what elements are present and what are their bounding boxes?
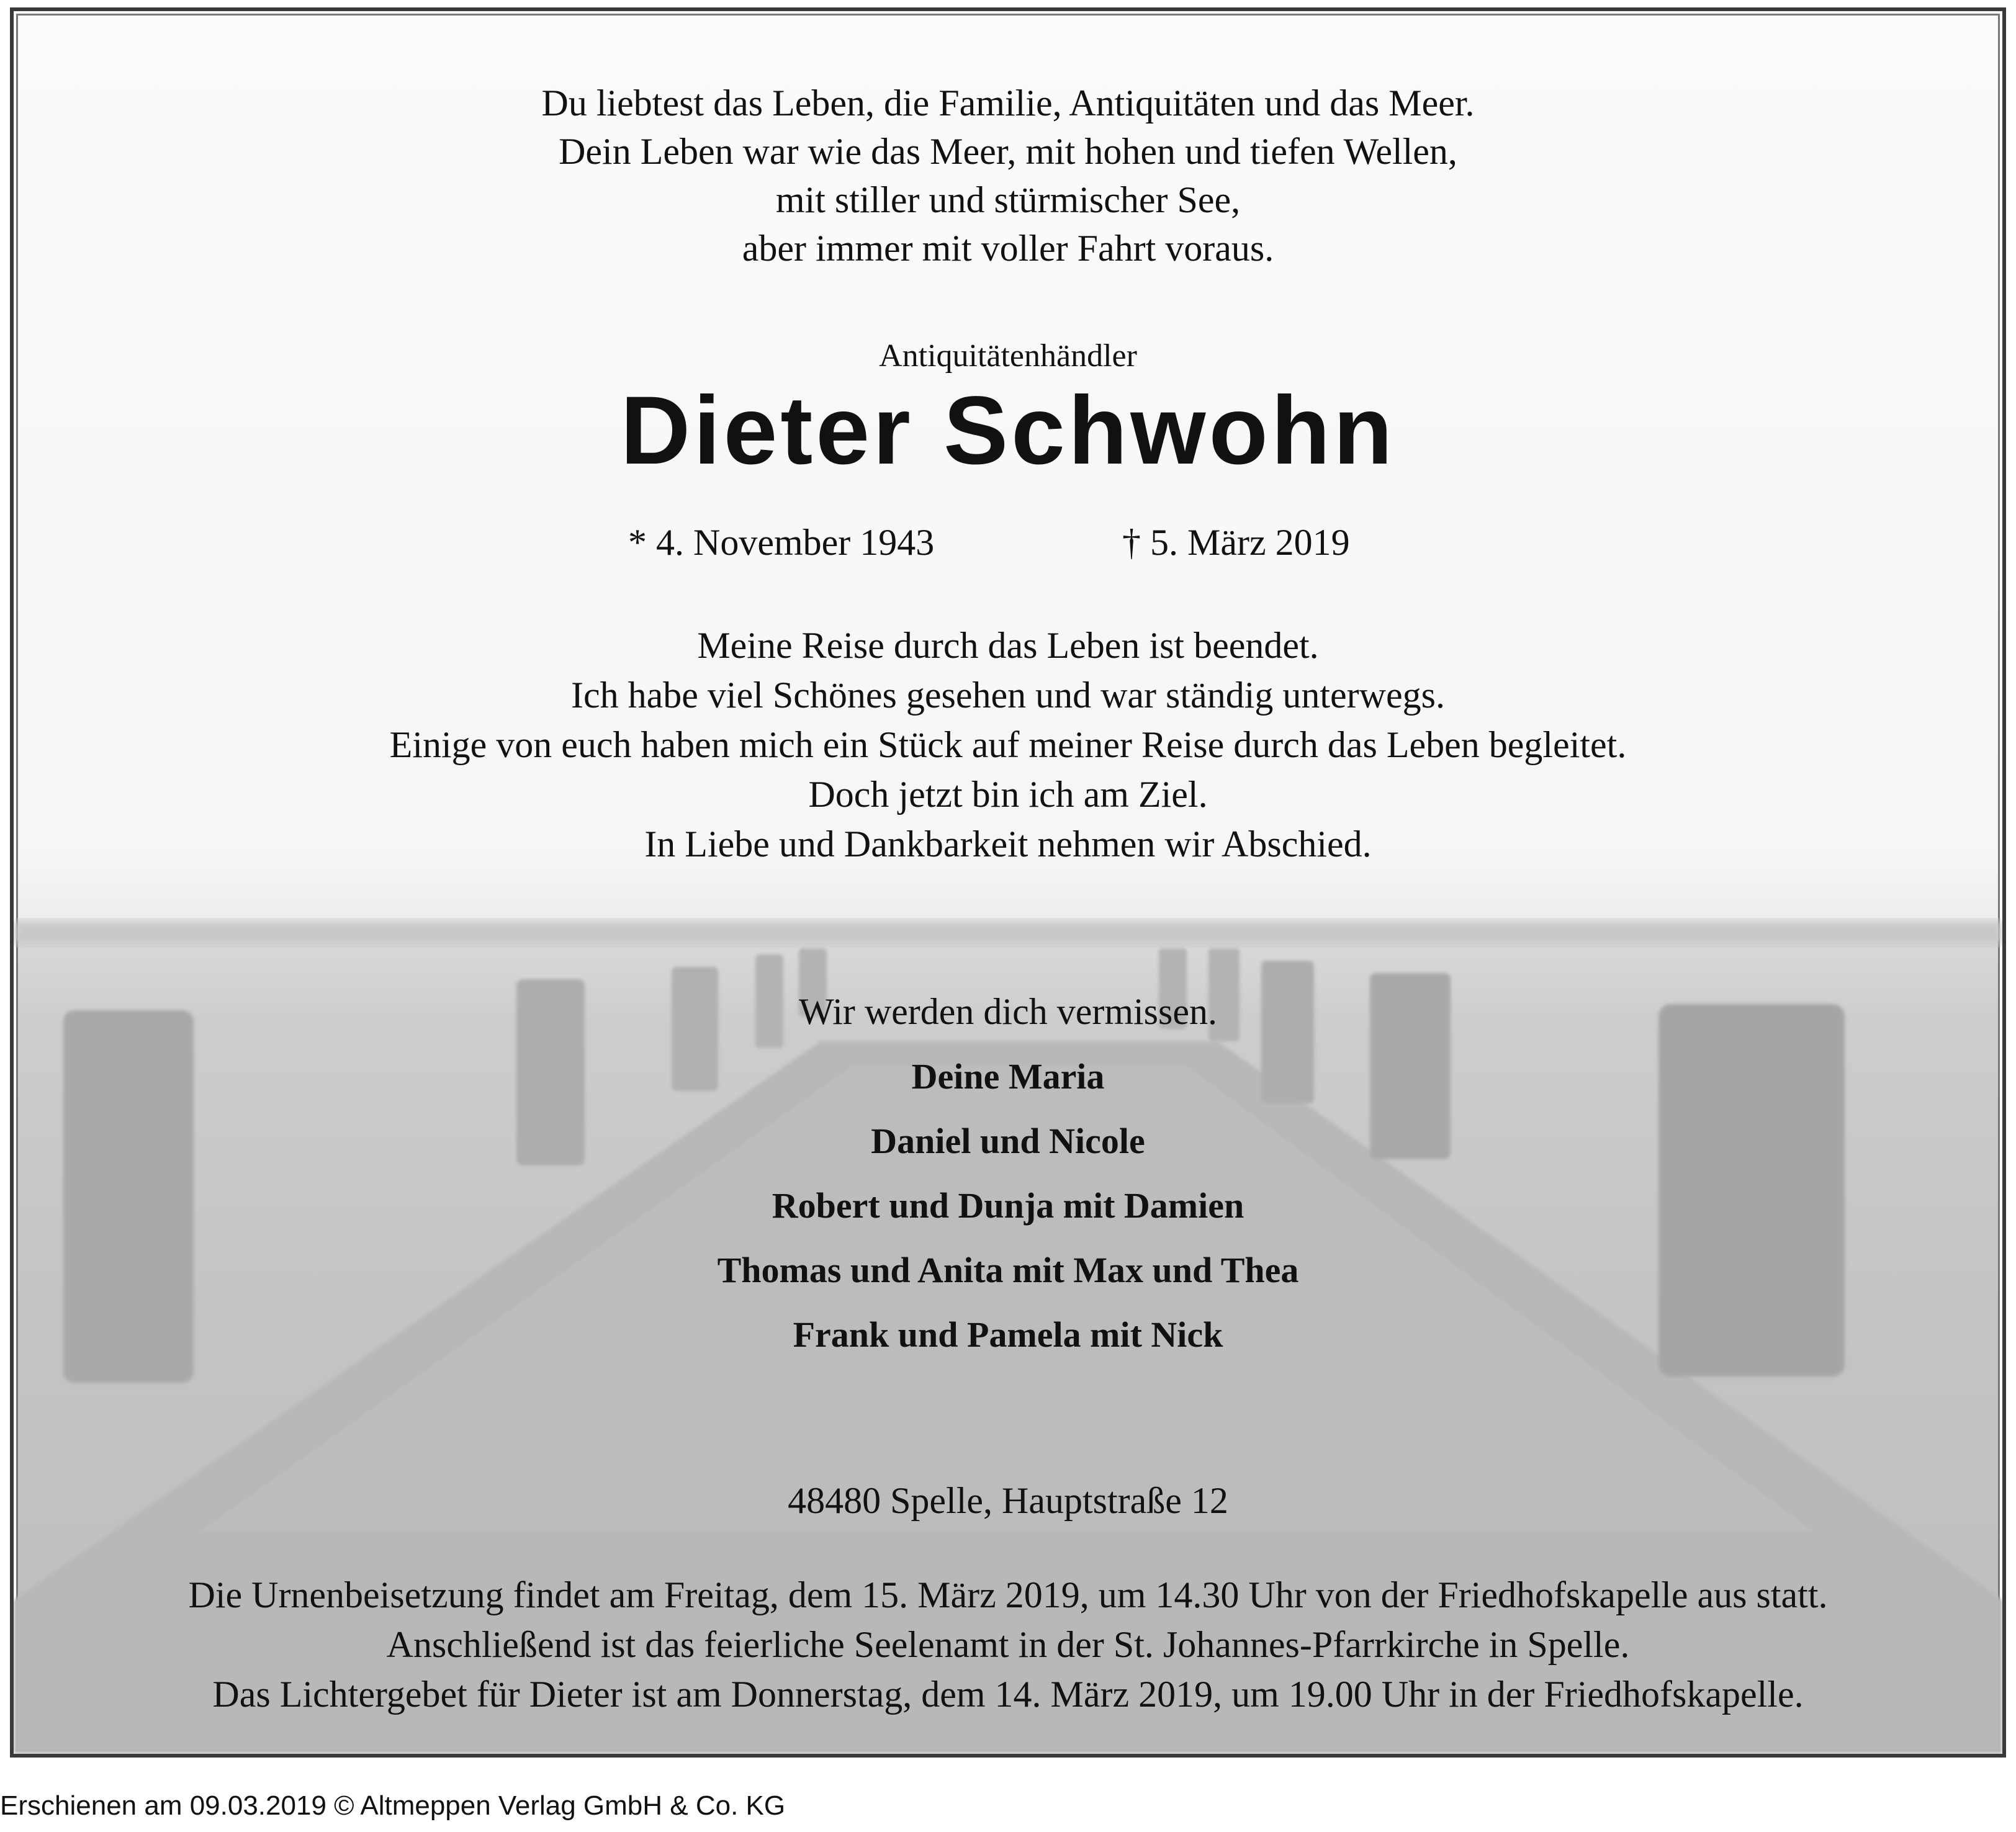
mourners-intro: Wir werden dich vermissen. [798, 991, 1218, 1032]
occupation: Antiquitätenhändler [879, 338, 1137, 374]
mourner-name: Frank und Pamela mit Nick [793, 1314, 1223, 1355]
farewell-line: Meine Reise durch das Leben ist beendet. [697, 625, 1319, 666]
poem-line: mit stiller und stürmischer See, [775, 179, 1241, 220]
mourner-name: Thomas und Anita mit Max und Thea [717, 1250, 1299, 1290]
farewell-line: In Liebe und Dankbarkeit nehmen wir Abschied. [644, 824, 1372, 864]
death-date: † 5. März 2019 [1122, 522, 1350, 563]
publication-footer: Erschienen am 09.03.2019 © Altmeppen Verlag GmbH & Co. KG [0, 1790, 786, 1821]
service-line: Das Lichtergebet für Dieter ist am Donnerstag, dem 14. März 2019, um 19.00 Uhr in der Friedhofskapelle. [212, 1674, 1804, 1715]
birth-date: * 4. November 1943 [628, 522, 935, 563]
farewell-line: Doch jetzt bin ich am Ziel. [808, 774, 1208, 815]
mourner-name: Daniel und Nicole [871, 1121, 1145, 1161]
deceased-name: Dieter Schwohn [620, 377, 1396, 485]
farewell-line: Einige von euch haben mich ein Stück auf meiner Reise durch das Leben begleitet. [389, 724, 1627, 765]
poem-line: Du liebtest das Leben, die Familie, Antiquitäten und das Meer. [541, 83, 1475, 123]
farewell-line: Ich habe viel Schönes gesehen und war ständig unterwegs. [571, 675, 1445, 716]
obituary-notice [10, 7, 2006, 1758]
address: 48480 Spelle, Hauptstraße 12 [788, 1480, 1228, 1521]
service-line: Anschließend ist das feierliche Seelenamt in der St. Johannes-Pfarrkirche in Spelle. [386, 1624, 1630, 1665]
poem-line: aber immer mit voller Fahrt voraus. [742, 228, 1274, 269]
mourner-name: Deine Maria [911, 1056, 1105, 1097]
poem-line: Dein Leben war wie das Meer, mit hohen und tiefen Wellen, [559, 131, 1457, 172]
service-line: Die Urnenbeisetzung findet am Freitag, dem 15. März 2019, um 14.30 Uhr von der Friedhofskapelle aus statt. [188, 1574, 1828, 1615]
mourner-name: Robert und Dunja mit Damien [772, 1185, 1244, 1226]
